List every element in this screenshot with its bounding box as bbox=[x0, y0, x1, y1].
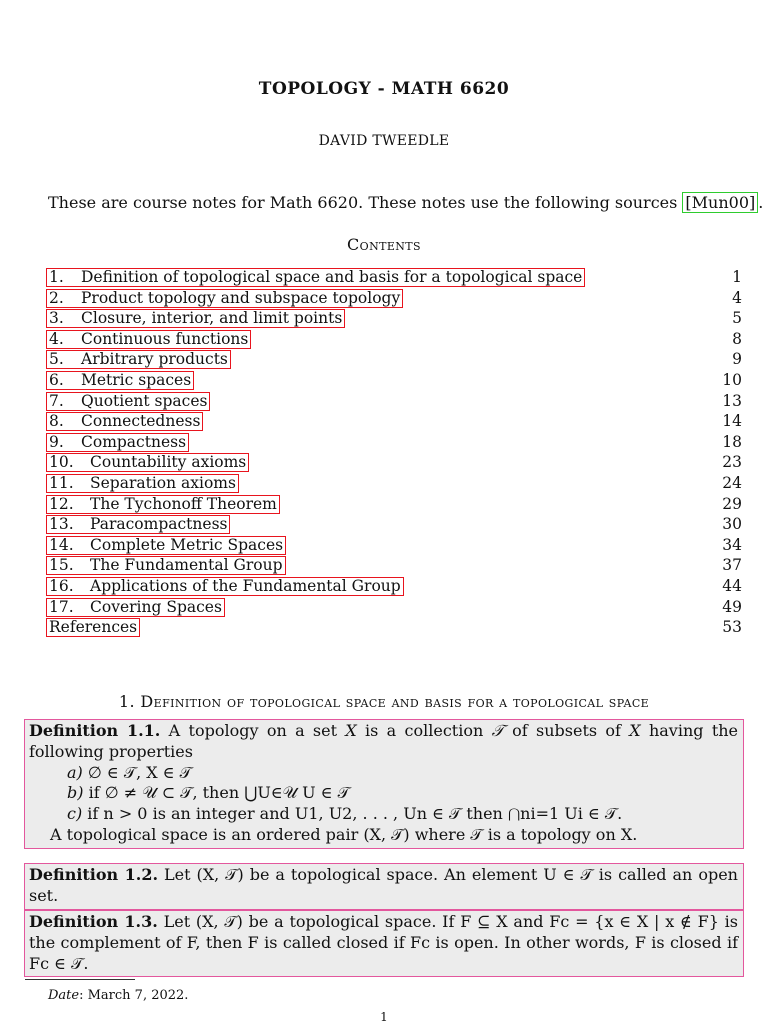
toc-title: Definition of topological space and basis for a topological space bbox=[81, 268, 583, 286]
toc-title: Metric spaces bbox=[81, 370, 192, 389]
toc-link[interactable] bbox=[46, 268, 585, 287]
toc-link[interactable] bbox=[46, 392, 210, 411]
date-footnote bbox=[48, 988, 188, 1003]
toc-title: Separation axioms bbox=[90, 473, 236, 492]
toc-title: The Fundamental Group bbox=[90, 556, 283, 575]
toc-row bbox=[46, 576, 744, 597]
toc-row bbox=[46, 391, 744, 412]
toc-title: Countability axioms bbox=[90, 453, 247, 472]
definition-1-3 bbox=[24, 910, 744, 977]
toc-link[interactable] bbox=[46, 350, 231, 369]
definition-1-1 bbox=[24, 719, 744, 849]
toc-page-number: 23 bbox=[722, 453, 742, 472]
toc-row bbox=[46, 514, 744, 535]
toc-link[interactable] bbox=[46, 474, 239, 493]
definition-label: Definition 1.3. bbox=[29, 912, 158, 931]
paper-title: TOPOLOGY - MATH 6620 bbox=[258, 79, 510, 99]
toc-page-number: 24 bbox=[722, 473, 742, 492]
toc-page-number: 14 bbox=[722, 412, 742, 431]
definition-1-2-text: Let (X, 𝒯) be a topological space. An element U ∈ 𝒯 is called an open set. bbox=[29, 865, 738, 905]
author-name: DAVID TWEEDLE bbox=[318, 133, 450, 149]
toc-title: Complete Metric Spaces bbox=[90, 535, 284, 554]
toc-page-number: 44 bbox=[722, 576, 742, 595]
intro-paragraph bbox=[48, 193, 763, 212]
toc-row bbox=[46, 349, 744, 370]
toc-page-number: 37 bbox=[722, 556, 742, 575]
toc-row bbox=[46, 432, 744, 453]
property-c: c) if n > 0 is an integer and U1, U2, . . . , Un ∈ 𝒯 then ⋂ni=1 Ui ∈ 𝒯. bbox=[67, 804, 623, 824]
toc-link[interactable] bbox=[46, 598, 225, 617]
toc-page-number: 13 bbox=[722, 391, 742, 410]
toc-number: 8. bbox=[49, 412, 64, 431]
definition-1-3-text: Let (X, 𝒯) be a topological space. If F ⊆ X and Fc = {x ∈ X | x ∉ F} is the complement of F, then F is called closed if Fc is open. In other words, F is closed if Fc ∈ 𝒯. bbox=[29, 912, 738, 973]
toc-link[interactable] bbox=[46, 453, 249, 472]
definition-label: Definition 1.2. bbox=[29, 865, 159, 884]
toc-page-number: 30 bbox=[722, 515, 742, 534]
toc-link[interactable] bbox=[46, 371, 194, 390]
toc-link[interactable] bbox=[46, 309, 345, 328]
intro-text-end: . bbox=[758, 193, 764, 212]
toc-number: 10. bbox=[49, 453, 74, 472]
toc-title: Arbitrary products bbox=[81, 350, 228, 369]
toc-title: Connectedness bbox=[81, 412, 201, 431]
toc-link[interactable] bbox=[46, 330, 251, 349]
toc-title: Product topology and subspace topology bbox=[81, 288, 401, 307]
toc-number: 17. bbox=[49, 597, 74, 616]
toc-row bbox=[46, 267, 744, 288]
toc-link[interactable] bbox=[46, 515, 230, 534]
citation-link[interactable]: [Mun00] bbox=[682, 192, 758, 213]
toc-row bbox=[46, 308, 744, 329]
footnote-label: Date bbox=[48, 988, 80, 1003]
toc-row bbox=[46, 597, 744, 618]
toc-row bbox=[46, 288, 744, 309]
toc-number: 9. bbox=[49, 432, 64, 451]
toc-number: 6. bbox=[49, 370, 64, 389]
toc-number: 14. bbox=[49, 535, 74, 554]
toc-link[interactable] bbox=[46, 289, 403, 308]
property-a: a) ∅ ∈ 𝒯, X ∈ 𝒯 bbox=[67, 762, 192, 782]
toc-number: 13. bbox=[49, 515, 74, 534]
toc-number: 3. bbox=[49, 309, 64, 328]
toc-row bbox=[46, 535, 744, 556]
toc-row bbox=[46, 329, 744, 350]
page-number: 1 bbox=[380, 1010, 388, 1024]
toc-number: 7. bbox=[49, 391, 64, 410]
intro-text: These are course notes for Math 6620. These notes use the following sources bbox=[48, 193, 683, 212]
toc-title: Continuous functions bbox=[81, 329, 249, 348]
definition-1-1-body: Definition 1.1. A topology on a set X is a collection 𝒯 of subsets of X having the following properties bbox=[29, 721, 739, 761]
toc-page-number: 49 bbox=[722, 597, 742, 616]
toc-page-number: 10 bbox=[722, 370, 742, 389]
toc-link[interactable] bbox=[46, 412, 203, 431]
toc-number: 2. bbox=[49, 288, 64, 307]
toc-link[interactable] bbox=[46, 536, 286, 555]
section-heading: 1. Definition of topological space and basis for a topological space bbox=[118, 692, 650, 711]
toc-number: 11. bbox=[49, 473, 74, 492]
toc-page-number: 8 bbox=[732, 329, 742, 348]
definition-1-2 bbox=[24, 863, 744, 910]
toc-page-number: 18 bbox=[722, 432, 742, 451]
toc-title: Covering Spaces bbox=[90, 597, 222, 616]
property-b: b) if ∅ ≠ 𝒰 ⊂ 𝒯, then ⋃U∈𝒰 U ∈ 𝒯 bbox=[67, 783, 350, 803]
toc-title: Paracompactness bbox=[90, 515, 228, 534]
toc-page-number: 53 bbox=[722, 618, 742, 637]
toc-title: Applications of the Fundamental Group bbox=[90, 576, 401, 595]
footnote-rule bbox=[25, 979, 135, 980]
toc-row bbox=[46, 617, 744, 638]
toc-title: Closure, interior, and limit points bbox=[81, 309, 343, 328]
toc-row bbox=[46, 494, 744, 515]
toc-row bbox=[46, 473, 744, 494]
table-of-contents bbox=[46, 267, 744, 638]
definition-1-1-closing: A topological space is an ordered pair (X, 𝒯) where 𝒯 is a topology on X. bbox=[50, 824, 638, 844]
toc-page-number: 9 bbox=[732, 350, 742, 369]
toc-title: References bbox=[49, 618, 138, 637]
toc-link[interactable] bbox=[46, 495, 280, 514]
toc-number: 12. bbox=[49, 494, 74, 513]
toc-title: The Tychonoff Theorem bbox=[90, 494, 277, 513]
toc-row bbox=[46, 555, 744, 576]
toc-title: Quotient spaces bbox=[81, 391, 208, 410]
toc-link[interactable] bbox=[46, 433, 189, 452]
toc-number: 16. bbox=[49, 576, 74, 595]
contents-heading: Contents bbox=[347, 235, 421, 254]
definition-label: Definition 1.1. bbox=[29, 721, 161, 740]
toc-number: 4. bbox=[49, 329, 64, 348]
toc-page-number: 4 bbox=[732, 288, 742, 307]
toc-page-number: 34 bbox=[722, 535, 742, 554]
toc-link[interactable] bbox=[46, 577, 404, 596]
toc-link[interactable] bbox=[46, 618, 140, 637]
toc-page-number: 29 bbox=[722, 494, 742, 513]
toc-number: 1. bbox=[49, 268, 64, 286]
toc-page-number: 5 bbox=[732, 309, 742, 328]
toc-link[interactable] bbox=[46, 556, 286, 575]
toc-row bbox=[46, 452, 744, 473]
toc-page-number: 1 bbox=[732, 268, 742, 286]
toc-row bbox=[46, 370, 744, 391]
toc-number: 15. bbox=[49, 556, 74, 575]
footnote-text: : March 7, 2022. bbox=[79, 988, 189, 1003]
toc-number: 5. bbox=[49, 350, 64, 369]
toc-row bbox=[46, 411, 744, 432]
toc-title: Compactness bbox=[81, 432, 187, 451]
